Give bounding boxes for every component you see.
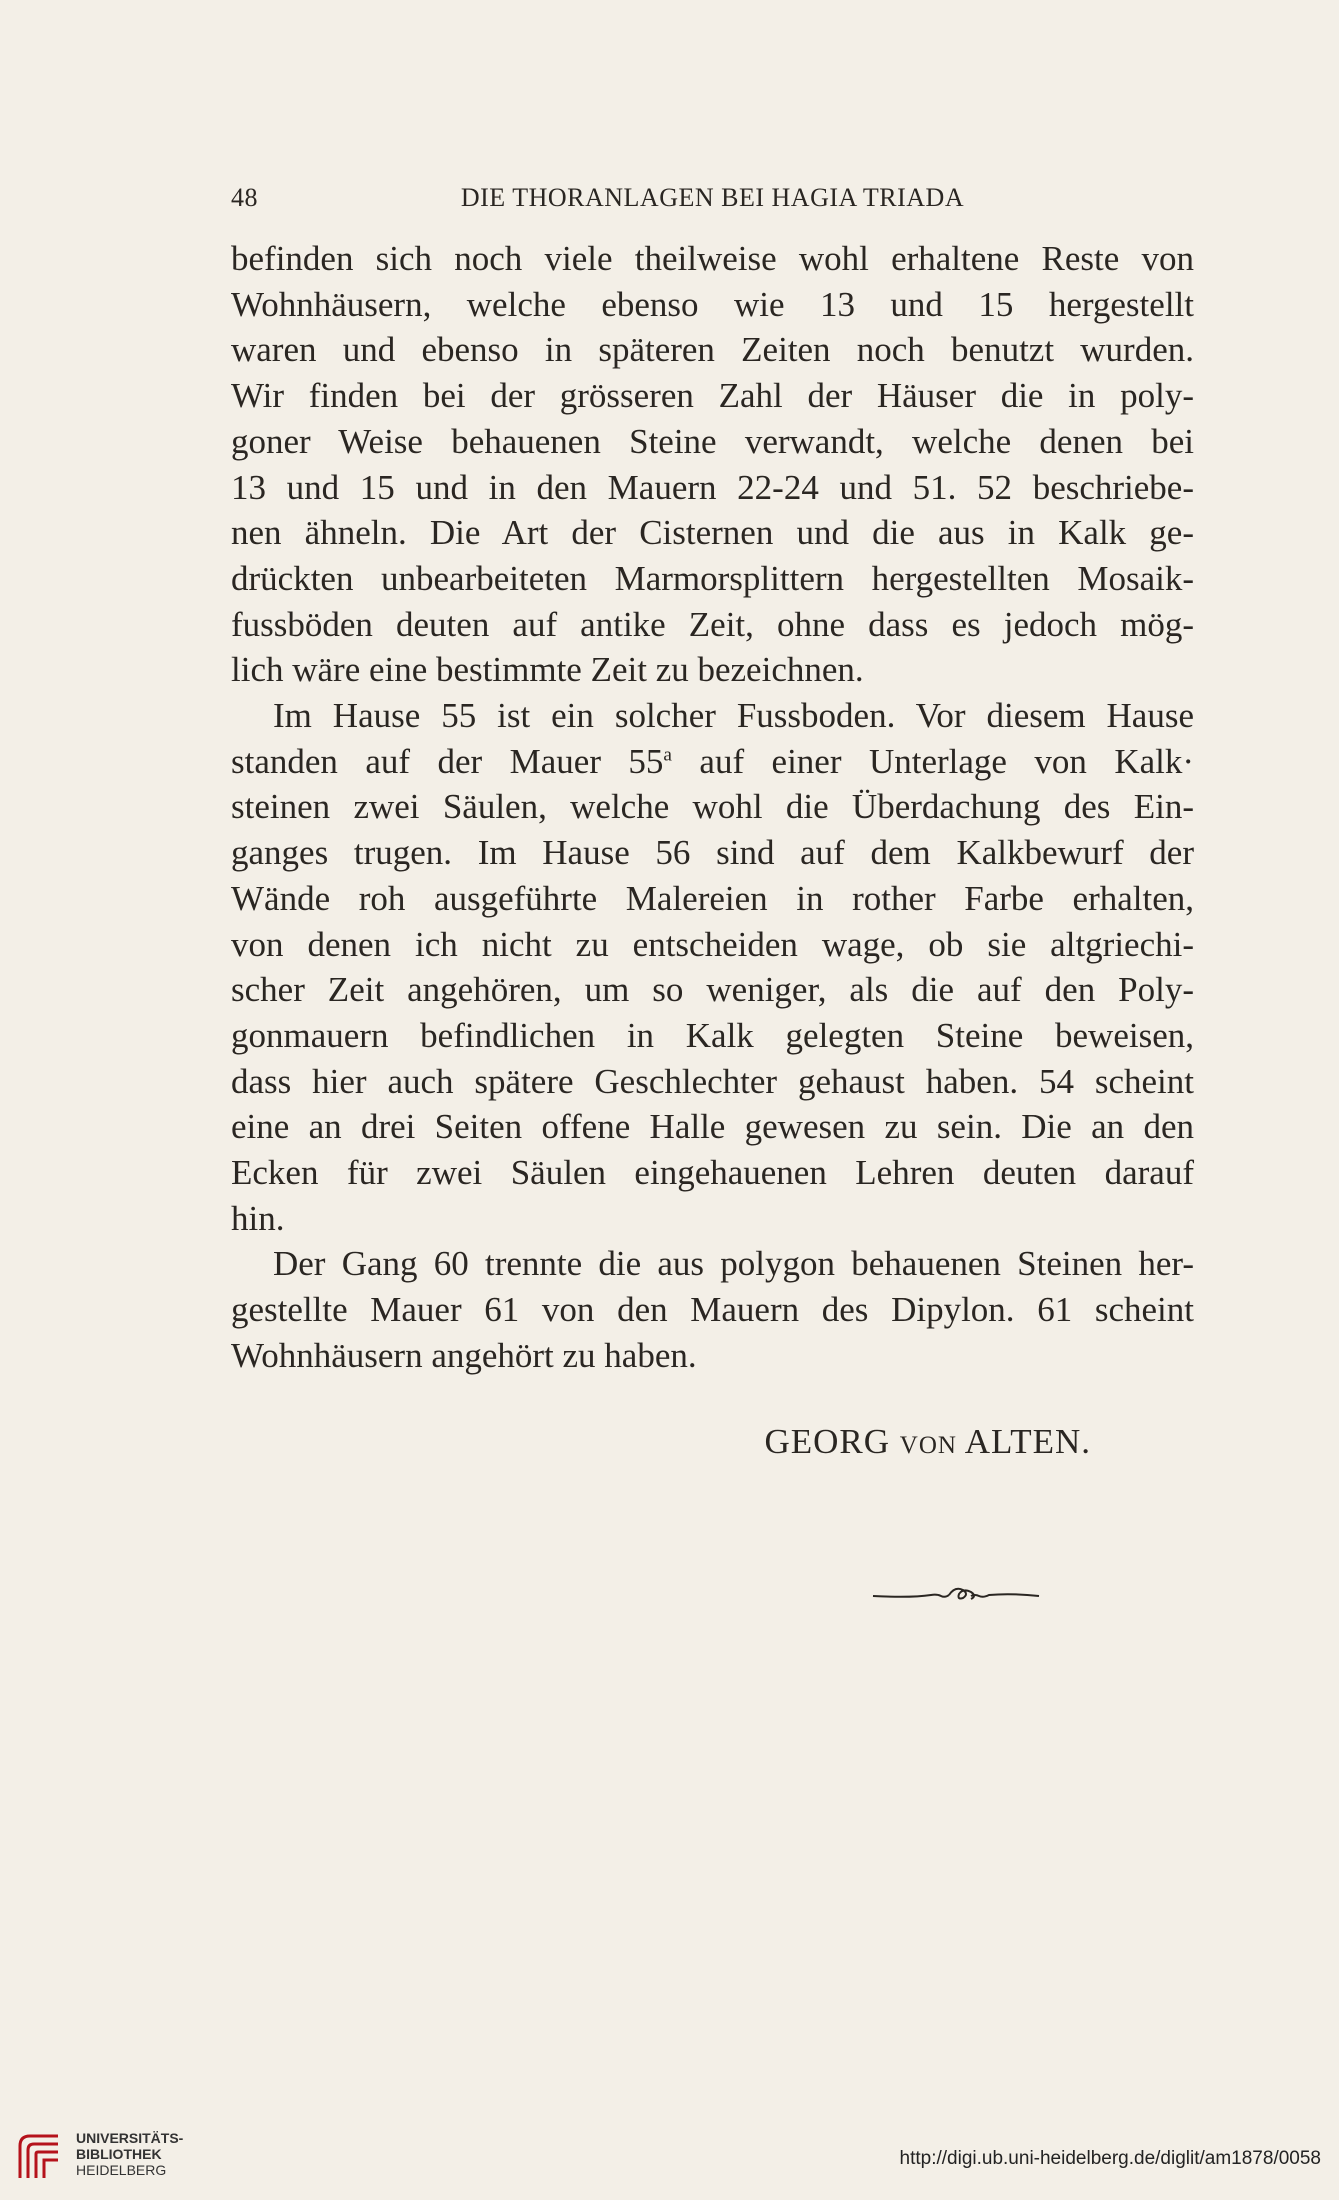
text-line: gonmauern befindlichen in Kalk gelegten Steine beweisen, [231,1015,1194,1055]
text-line-with-superscript [231,739,1194,785]
text-line: scher Zeit angehören, um so weniger, als die auf den Poly- [231,970,1194,1010]
text-line: Der Gang 60 trennte die aus polygon behauenen Steinen her- [273,1244,1194,1284]
ornament-divider-icon [871,1582,1041,1606]
text-line: Wände roh ausgeführte Malereien in rother Farbe erhalten, [231,878,1194,918]
text-line: gestellte Mauer 61 von den Mauern des Dipylon. 61 scheint [231,1290,1194,1330]
running-title: DIE THORANLAGEN BEI HAGIA TRIADA [460,183,965,212]
text-line: Wohnhäusern angehört zu haben. [231,1335,697,1375]
text-line: 13 und 15 und in den Mauern 22-24 und 51. 52 beschriebe- [231,467,1194,507]
text-line: Wir finden bei der grösseren Zahl der Häuser die in poly- [231,376,1194,416]
text-line: goner Weise behauenen Steine verwandt, welche denen bei [231,421,1194,461]
text-line: dass hier auch spätere Geschlechter gehaust haben. 54 scheint [231,1061,1194,1101]
text-line: waren und ebenso in späteren Zeiten noch benutzt wurden. [231,330,1194,370]
text-line: befinden sich noch viele theilweise wohl erhaltene Reste von [231,239,1194,278]
author-first-name: GEORG [764,1422,891,1461]
author-signature [231,1422,1091,1462]
author-particle: VON [899,1432,957,1459]
text-line: eine an drei Seiten offene Halle gewesen zu sein. Die an den [231,1107,1194,1147]
text-line: drückten unbearbeiteten Marmorsplittern hergestellten Mosaik- [231,558,1194,598]
text-line: von denen ich nicht zu entscheiden wage, ob sie altgriechi- [231,924,1194,964]
library-name-line: HEIDELBERG [76,2162,167,2178]
author-last-name: ALTEN. [964,1422,1091,1461]
text-line: ganges trugen. Im Hause 56 sind auf dem Kalkbewurf der [231,833,1194,873]
library-name-line: UNIVERSITÄTS- [76,2130,184,2146]
page-number: 48 [231,183,258,212]
body-text [231,236,1194,1379]
library-logo-icon [14,2128,70,2184]
text-line: Ecken für zwei Säulen eingehauenen Lehren deuten darauf [231,1153,1194,1193]
text-line: steinen zwei Säulen, welche wohl die Überdachung des Ein- [231,787,1194,827]
library-name-line: BIBLIOTHEK [76,2146,162,2162]
text-line: Im Hause 55 ist ein solcher Fussboden. Vor diesem Hause [273,696,1194,736]
line-start: standen auf der Mauer 55 [231,741,664,781]
text-line: nen ähneln. Die Art der Cisternen und die aus in Kalk ge- [231,513,1194,553]
text-line: Wohnhäusern, welche ebenso wie 13 und 15 hergestellt [231,284,1194,324]
line-end: auf einer Unterlage von Kalk· [671,741,1195,781]
source-url-link[interactable]: http://digi.ub.uni-heidelberg.de/diglit/am1878/0058 [899,2148,1321,2169]
running-head [231,183,1194,223]
superscript: a [663,744,672,766]
library-name [76,2130,183,2178]
text-line: fussböden deuten auf antike Zeit, ohne dass es jedoch mög- [231,604,1194,644]
text-line: lich wäre eine bestimmte Zeit zu bezeichnen. [231,650,864,690]
text-line: hin. [231,1198,285,1238]
